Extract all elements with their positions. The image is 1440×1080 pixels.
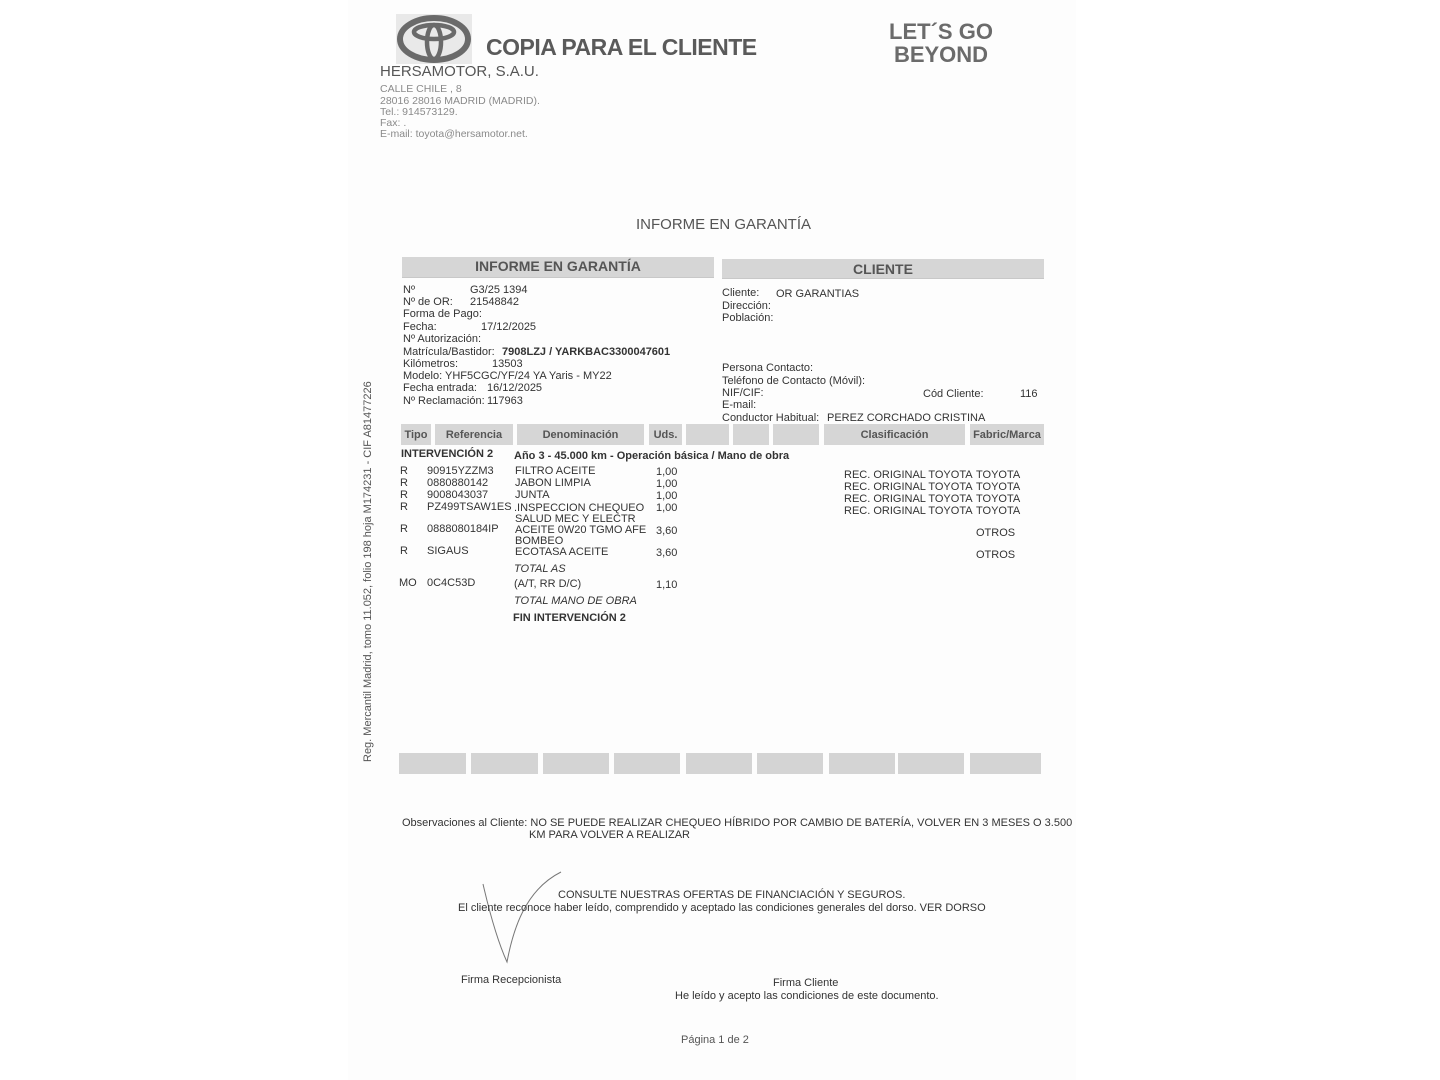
- intervention-description: Año 3 - 45.000 km - Operación básica / Mano de obra: [514, 450, 790, 462]
- company-email: E-mail: toyota@hersamotor.net.: [380, 128, 528, 140]
- row-4-den: ACEITE 0W20 TGMO AFE: [515, 524, 647, 536]
- row-2-den: JUNTA: [515, 489, 550, 501]
- slogan-line-1: LET´S GO: [889, 19, 993, 44]
- row-3-clas: REC. ORIGINAL TOYOTA: [844, 505, 973, 517]
- row-2-marca: TOYOTA: [976, 493, 1021, 505]
- totals-cell-7: [829, 753, 895, 774]
- totals-cell-6: [757, 753, 823, 774]
- cod-cliente-label: Cód Cliente:: [923, 388, 984, 400]
- field-entrada-value: 16/12/2025: [487, 382, 543, 394]
- report-section-title: INFORME EN GARANTÍA: [475, 258, 641, 274]
- row-0-den: FILTRO ACEITE: [515, 465, 596, 477]
- mo-ref: 0C4C53D: [427, 577, 476, 589]
- row-2-ref: 9008043037: [427, 489, 489, 501]
- field-or-value: 21548842: [470, 296, 519, 308]
- col-uds: Uds.: [649, 424, 682, 445]
- row-5-uds: 3,60: [656, 547, 678, 559]
- mo-tipo: MO: [399, 577, 417, 589]
- row-5-ref: SIGAUS: [427, 545, 469, 557]
- col-referencia: Referencia: [435, 424, 513, 445]
- col-clasificacion: Clasificación: [824, 424, 965, 445]
- field-reclamacion-label: Nº Reclamación:: [403, 395, 485, 407]
- field-fecha-value: 17/12/2025: [481, 321, 537, 333]
- registry-notice: Reg. Mercantil Madrid, tomo 11.052, folio 198 hoja M174231 - CIF A81477226: [362, 381, 374, 762]
- field-fecha-label: Fecha:: [403, 321, 437, 333]
- copy-label: COPIA PARA EL CLIENTE: [486, 34, 757, 60]
- cod-cliente-value: 116: [1020, 388, 1038, 400]
- toyota-logo-icon: [396, 14, 472, 64]
- totals-cell-8: [898, 753, 964, 774]
- slogan-line-2: BEYOND: [893, 42, 989, 67]
- total-as-label: TOTAL AS: [514, 563, 566, 575]
- totals-cell-9: [970, 753, 1041, 774]
- field-autorizacion-label: Nº Autorización:: [403, 333, 481, 345]
- row-1-tipo: R: [400, 477, 408, 489]
- direccion-label: Dirección:: [722, 300, 771, 312]
- totals-cell-2: [471, 753, 538, 774]
- row-5-tipo: R: [400, 545, 408, 557]
- col-tipo: Tipo: [401, 424, 431, 445]
- row-1-den: JABON LIMPIA: [515, 477, 591, 489]
- document-page: [348, 0, 1076, 1080]
- intervention-label: INTERVENCIÓN 2: [401, 448, 494, 460]
- field-km-value: 13503: [492, 358, 523, 370]
- acceptance-notice: He leído y acepto las condiciones de este documento.: [675, 990, 939, 1002]
- row-3-marca: TOYOTA: [976, 505, 1021, 517]
- row-4-uds: 3,60: [656, 525, 678, 537]
- page-number: Página 1 de 2: [681, 1034, 749, 1046]
- totals-cell-3: [543, 753, 609, 774]
- field-pago-label: Forma de Pago:: [403, 308, 482, 320]
- field-km-label: Kilómetros:: [403, 358, 459, 370]
- field-modelo-label: Modelo:: [403, 370, 443, 382]
- observations-label: Observaciones al Cliente:: [402, 817, 528, 829]
- row-0-ref: 90915YZZM3: [427, 465, 494, 477]
- conductor-value: PEREZ CORCHADO CRISTINA: [827, 412, 986, 424]
- company-phone: Tel.: 914573129.: [380, 106, 458, 118]
- telefono-label: Teléfono de Contacto (Móvil):: [722, 375, 866, 387]
- observations-line-2: KM PARA VOLVER A REALIZAR: [529, 829, 690, 841]
- row-4-tipo: R: [400, 523, 408, 535]
- client-section-title: CLIENTE: [853, 261, 913, 277]
- company-address-2: 28016 28016 MADRID (MADRID).: [380, 95, 540, 107]
- row-3-uds: 1,00: [656, 502, 678, 514]
- row-4-ref: 0888080184IP: [427, 523, 499, 535]
- col-marca: Fabric/Marca: [970, 424, 1044, 445]
- totals-cell-4: [614, 753, 680, 774]
- field-no-label: Nº: [403, 284, 415, 296]
- field-no-value: G3/25 1394: [470, 284, 528, 296]
- field-reclamacion-value: 117963: [487, 395, 523, 407]
- nif-label: NIF/CIF:: [722, 387, 764, 399]
- row-5-marca: OTROS: [976, 549, 1016, 561]
- row-1-clas: REC. ORIGINAL TOYOTA: [844, 481, 973, 493]
- col-blank-1: [686, 424, 729, 445]
- financing-notice: CONSULTE NUESTRAS OFERTAS DE FINANCIACIÓN Y SEGUROS.: [558, 889, 906, 901]
- row-5-den: ECOTASA ACEITE: [515, 546, 609, 558]
- conductor-label: Conductor Habitual:: [722, 412, 820, 424]
- col-blank-3: [773, 424, 819, 445]
- totals-cell-1: [399, 753, 466, 774]
- document-title: INFORME EN GARANTÍA: [636, 216, 812, 233]
- mo-den: (A/T, RR D/C): [514, 578, 582, 590]
- row-0-tipo: R: [400, 465, 408, 477]
- client-value: OR GARANTIAS: [776, 288, 860, 300]
- row-3-den: .INSPECCION CHEQUEO: [514, 502, 645, 514]
- slogan: [866, 20, 1016, 66]
- col-blank-2: [733, 424, 769, 445]
- field-matricula-value: 7908LZJ / YARKBAC3300047601: [502, 346, 671, 358]
- row-4-den2: BOMBEO: [515, 535, 564, 547]
- field-matricula-label: Matrícula/Bastidor:: [403, 346, 495, 358]
- field-entrada-label: Fecha entrada:: [403, 382, 477, 394]
- persona-label: Persona Contacto:: [722, 362, 814, 374]
- row-3-tipo: R: [400, 501, 408, 513]
- firma-cliente-label: Firma Cliente: [773, 977, 839, 989]
- row-1-marca: TOYOTA: [976, 481, 1021, 493]
- client-label: Cliente:: [722, 287, 760, 299]
- col-denominacion: Denominación: [517, 424, 644, 445]
- row-3-ref: PZ499TSAW1ES: [427, 501, 512, 513]
- company-fax: Fax: .: [380, 117, 407, 129]
- row-2-clas: REC. ORIGINAL TOYOTA: [844, 493, 973, 505]
- total-mo-label: TOTAL MANO DE OBRA: [514, 595, 637, 607]
- firma-recepcionista-label: Firma Recepcionista: [461, 974, 562, 986]
- row-0-clas: REC. ORIGINAL TOYOTA: [844, 469, 973, 481]
- row-1-uds: 1,00: [656, 478, 678, 490]
- row-2-uds: 1,00: [656, 490, 678, 502]
- totals-cell-5: [686, 753, 752, 774]
- row-2-tipo: R: [400, 489, 408, 501]
- email-label: E-mail:: [722, 399, 757, 411]
- row-0-uds: 1,00: [656, 466, 678, 478]
- conditions-notice: El cliente reconoce haber leído, comprendido y aceptado las condiciones generales del dorso. VER DORSO: [458, 902, 986, 914]
- company-name: HERSAMOTOR, S.A.U.: [380, 63, 539, 80]
- poblacion-label: Población:: [722, 312, 774, 324]
- observations: [402, 818, 1072, 829]
- row-0-marca: TOYOTA: [976, 469, 1021, 481]
- signature-stroke-icon: [475, 870, 565, 970]
- mo-uds: 1,10: [656, 579, 678, 591]
- row-4-marca: OTROS: [976, 527, 1016, 539]
- field-or-label: Nº de OR:: [403, 296, 453, 308]
- row-1-ref: 0880880142: [427, 477, 489, 489]
- field-modelo-value: YHF5CGC/YF/24 YA Yaris - MY22: [445, 370, 612, 382]
- observations-line-1: NO SE PUEDE REALIZAR CHEQUEO HÍBRIDO POR CAMBIO DE BATERÍA, VOLVER EN 3 MESES O 3.500: [530, 817, 1073, 829]
- row-3-den2: SALUD MEC Y ELECTR: [515, 513, 636, 525]
- fin-intervention-label: FIN INTERVENCIÓN 2: [513, 612, 626, 624]
- company-address-1: CALLE CHILE , 8: [380, 83, 462, 95]
